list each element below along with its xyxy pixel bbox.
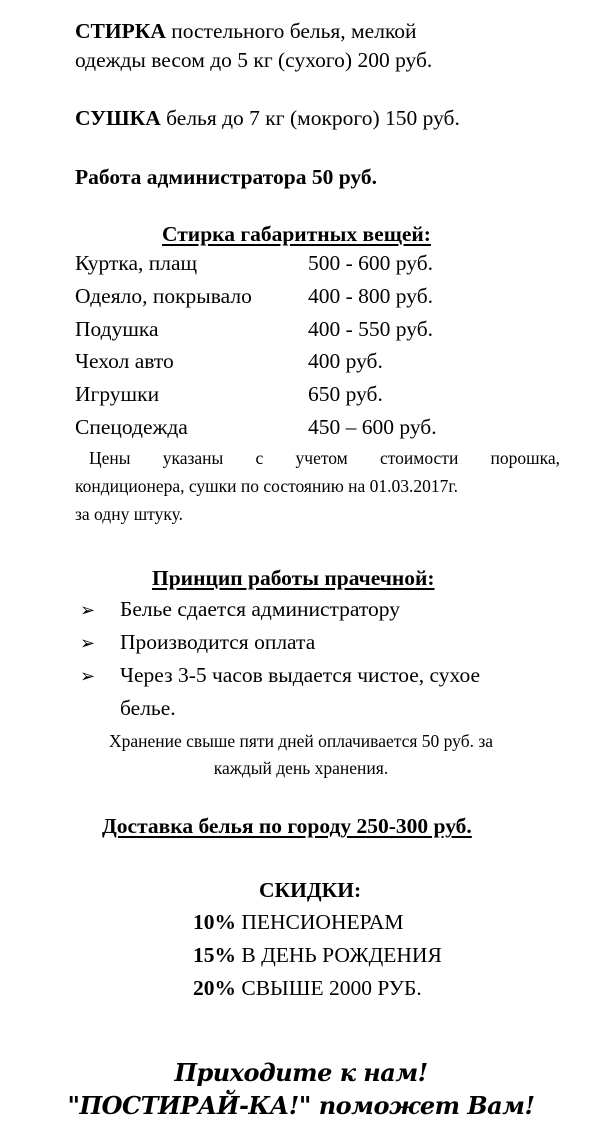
discounts-heading: СКИДКИ: <box>259 878 362 902</box>
step-item <box>80 595 400 624</box>
washing-line-2: одежды весом до 5 кг (сухого) 200 руб. <box>75 48 433 72</box>
discount-percent: 15% <box>193 943 236 967</box>
discount-label: ПЕНСИОНЕРАМ <box>236 910 404 934</box>
price-row <box>75 315 434 343</box>
slogan-line-2: "ПОСТИРАЙ-КА!" поможет Вам! <box>67 1091 535 1120</box>
arrow-bullet-icon: ➢ <box>80 600 96 620</box>
item-name: Спецодежда <box>75 415 188 439</box>
drying-text: белья до 7 кг (мокрого) 150 руб. <box>160 106 460 130</box>
item-price: 500 - 600 руб. <box>308 251 434 275</box>
step-text: Производится оплата <box>120 630 316 654</box>
storage-note-line-1: Хранение свыше пяти дней оплачивается 50 руб. за <box>108 731 494 751</box>
washing-title: СТИРКА <box>75 19 166 43</box>
price-note-line-1: Цены указаны с учетом стоимости порошка, <box>89 448 560 468</box>
step-text-continued: белье. <box>120 696 176 720</box>
item-name: Куртка, плащ <box>75 251 198 275</box>
item-name: Одеяло, покрывало <box>75 284 252 308</box>
washing-text: постельного белья, мелкой <box>165 19 417 43</box>
item-name: Игрушки <box>75 382 160 406</box>
washing-line-1 <box>75 17 417 45</box>
price-row <box>75 347 383 375</box>
principle-heading: Принцип работы прачечной: <box>152 566 435 590</box>
step-text: Белье сдается администратору <box>120 597 400 621</box>
discount-percent: 10% <box>193 910 236 934</box>
step-text: Через 3-5 часов выдается чистое, сухое <box>120 663 481 687</box>
delivery-heading: Доставка белья по городу 250-300 руб. <box>102 814 472 838</box>
price-row <box>75 249 434 277</box>
discount-item <box>193 941 442 969</box>
item-price: 400 руб. <box>308 349 383 373</box>
item-price: 650 руб. <box>308 382 383 406</box>
discount-item <box>193 908 403 936</box>
item-price: 450 – 600 руб. <box>308 415 437 439</box>
slogan-line-1: Приходите к нам! <box>174 1058 428 1087</box>
arrow-bullet-icon: ➢ <box>80 666 96 686</box>
discount-item <box>193 974 422 1002</box>
price-note-line-3: за одну штуку. <box>75 504 183 524</box>
price-row <box>75 413 437 441</box>
item-price: 400 - 550 руб. <box>308 317 434 341</box>
storage-note-line-2: каждый день хранения. <box>213 758 389 778</box>
item-name: Подушка <box>75 317 159 341</box>
bulky-heading: Стирка габаритных вещей: <box>162 222 431 246</box>
price-row <box>75 380 383 408</box>
price-row <box>75 282 434 310</box>
step-item <box>80 628 315 657</box>
drying-title: СУШКА <box>75 106 161 130</box>
discount-label: В ДЕНЬ РОЖДЕНИЯ <box>236 943 442 967</box>
item-price: 400 - 800 руб. <box>308 284 434 308</box>
discount-label: СВЫШЕ 2000 РУБ. <box>236 976 422 1000</box>
discount-percent: 20% <box>193 976 236 1000</box>
price-note-line-2: кондиционера, сушки по состоянию на 01.03.2017г. <box>75 476 458 496</box>
arrow-bullet-icon: ➢ <box>80 633 96 653</box>
step-item <box>80 661 480 690</box>
item-name: Чехол авто <box>75 349 174 373</box>
drying-line <box>75 104 460 132</box>
admin-fee: Работа администратора 50 руб. <box>75 165 377 189</box>
